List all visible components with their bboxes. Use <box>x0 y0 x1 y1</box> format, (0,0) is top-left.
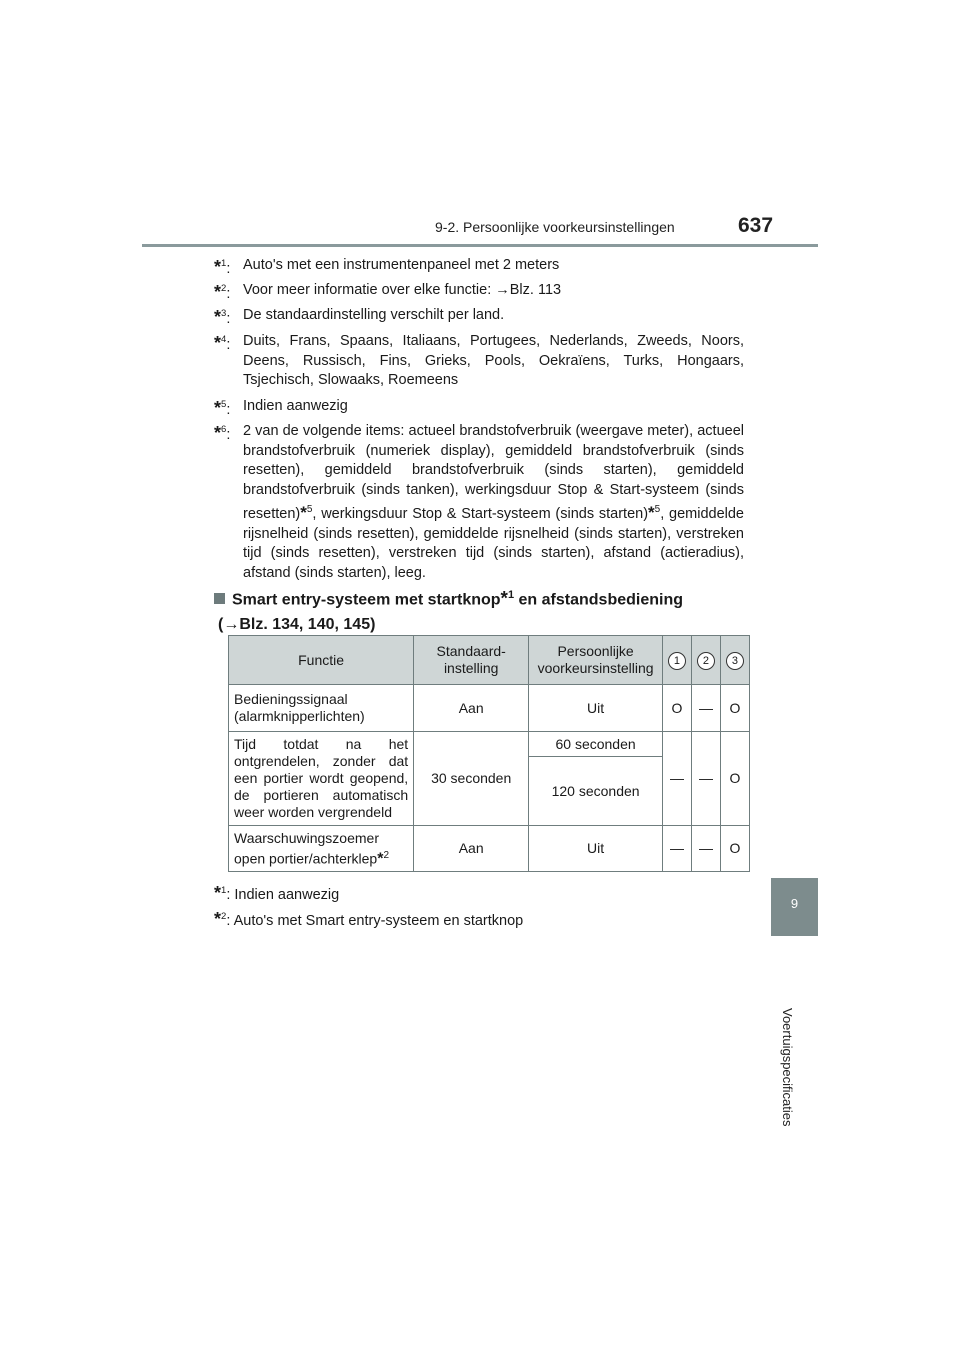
row3-c1: — <box>662 826 691 872</box>
chapter-number: 9 <box>790 896 799 911</box>
row2-custom-a: 60 seconden <box>529 732 663 757</box>
row3-default: Aan <box>414 826 529 872</box>
footnote-4: *$^4$: Duits, Frans, Spaans, Italiaans, Portugees, Nederlands, Zweeds, Noors, Deens, Russisch, Fins, Grieks, Pools, Oekraïens, Turks, Hongaars, Tsjechisch, Slowaaks, Roemeens <box>214 332 744 389</box>
row2-custom-b: 120 seconden <box>529 757 663 826</box>
table-row <box>229 732 750 757</box>
row1-c2: — <box>691 685 720 732</box>
row2-default: 30 seconden <box>414 732 529 826</box>
table-row <box>229 685 750 732</box>
header-col-3 <box>720 636 749 685</box>
chapter-tab[interactable] <box>771 878 818 936</box>
footnote-1: *$^1$: Auto's met een instrumentenpaneel met 2 meters <box>214 256 560 277</box>
header-default: Standaard-instelling <box>414 636 529 685</box>
page-number: 637 <box>738 214 774 237</box>
row3-c3: O <box>720 826 749 872</box>
settings-table <box>228 635 750 872</box>
row1-default: Aan <box>414 685 529 732</box>
row3-custom: Uit <box>529 826 663 872</box>
circled-1-icon: 1 <box>668 652 686 670</box>
table-footnote-2: *$^2$: Auto's met Smart entry-systeem en startknop <box>214 908 524 929</box>
circled-2-icon: 2 <box>697 652 715 670</box>
row1-custom: Uit <box>529 685 663 732</box>
header-custom: Persoonlijke voorkeursinstelling <box>529 636 663 685</box>
footnote-2: *$^2$: Voor meer informatie over elke functie: →Blz. 113 <box>214 281 562 302</box>
table-row <box>229 826 750 872</box>
row2-function: Tijd totdat na het ontgrendelen, zonder dat een portier wordt geopend, de portieren automatisch weer worden vergrendeld <box>229 732 414 826</box>
table-footnote-1: *$^1$: Indien aanwezig <box>214 882 340 903</box>
section-bullet-icon <box>214 593 225 604</box>
row2-c1: — <box>662 732 691 826</box>
section-title: 9-2. Persoonlijke voorkeursinstellingen <box>435 219 675 235</box>
row2-c2: — <box>691 732 720 826</box>
table-header-row <box>229 636 750 685</box>
circled-3-icon: 3 <box>726 652 744 670</box>
section-heading: Smart entry-systeem met startknop*$^1$ en afstandsbediening (→Blz. 134, 140, 145) <box>214 583 744 637</box>
row3-c2: — <box>691 826 720 872</box>
footnote-3: *$^3$: De standaardinstelling verschilt per land. <box>214 306 505 327</box>
header-col-1 <box>662 636 691 685</box>
header-function: Functie <box>229 636 414 685</box>
row3-function: Waarschuwingszoemer open portier/achterklep*$^2$ <box>229 826 414 872</box>
row1-c3: O <box>720 685 749 732</box>
footnote-5: *$^5$: Indien aanwezig <box>214 397 348 418</box>
header-col-2 <box>691 636 720 685</box>
footnote-6: *$^6$: 2 van de volgende items: actueel brandstofverbruik (weergave meter), actueel brandstofverbruik (numeriek display), gemiddeld brandstofverbruik (sinds resetten), gemiddeld brandstofverbruik (sinds starten), gemiddeld brandstofverbruik (sinds tanken), werkingsduur Stop & Start-systeem (sinds resetten)*$^5$, werkingsduur Stop & Start-systeem (sinds starten)*$^5$, gemiddelde rijsnelheid (sinds resetten), gemiddelde rijsnelheid (sinds starten), verstreken tijd (sinds resetten), verstreken tijd (sinds starten), afstand (actieradius), afstand (sinds starten), leeg. <box>214 422 744 581</box>
header-divider <box>142 244 818 247</box>
chapter-title: Voertuigspecificaties <box>780 1008 795 1127</box>
row1-c1: O <box>662 685 691 732</box>
row2-c3: O <box>720 732 749 826</box>
row1-function: Bedieningssignaal (alarmknipperlichten) <box>229 685 414 732</box>
